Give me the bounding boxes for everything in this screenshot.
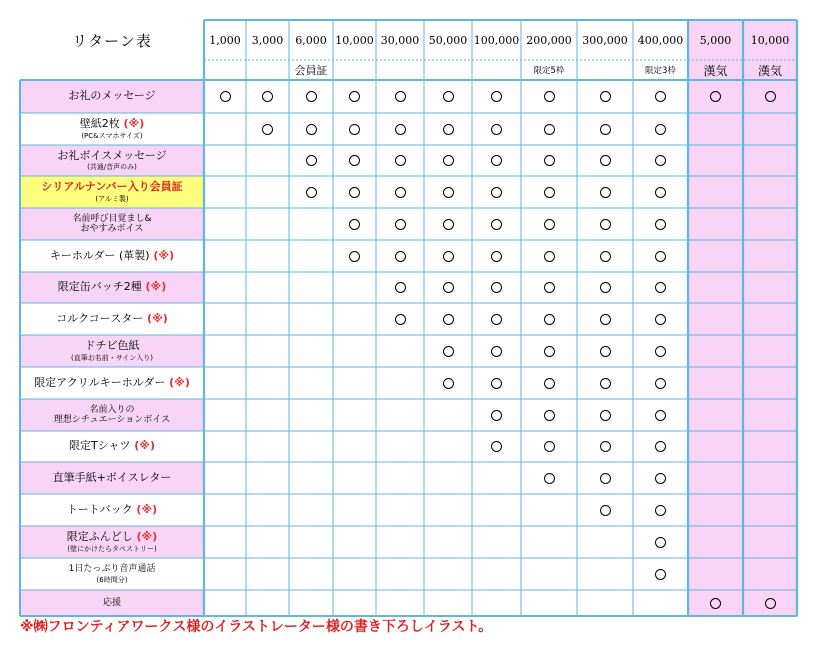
reward-label: [20, 462, 204, 494]
circle-icon: [491, 410, 502, 421]
circle-icon: [655, 346, 666, 357]
included-mark: [472, 303, 521, 335]
circle-icon: [443, 314, 454, 325]
price-header: 6,000: [295, 33, 327, 47]
circle-icon: [395, 219, 406, 230]
circle-icon: [655, 314, 666, 325]
reward-label: [20, 399, 204, 431]
circle-icon: [600, 378, 611, 389]
price-note: 限定3枠: [645, 66, 676, 76]
included-mark: [743, 590, 797, 616]
circle-icon: [491, 124, 502, 135]
circle-icon: [544, 314, 555, 325]
circle-icon: [600, 505, 611, 516]
reward-name-text: キーホルダー (革製): [49, 248, 150, 262]
price-header: 400,000: [637, 33, 684, 47]
reward-subtext: (共通/音声のみ): [87, 163, 137, 172]
reward-name: [103, 598, 121, 608]
included-mark: [289, 176, 333, 208]
circle-icon: [600, 346, 611, 357]
circle-icon: [544, 441, 555, 452]
reward-name: [67, 504, 157, 517]
price-note: 会員証: [294, 64, 328, 77]
reward-name: [68, 90, 155, 103]
included-mark: [376, 80, 424, 113]
reward-name-text: お礼ボイスメッセージ: [57, 148, 167, 162]
included-mark: [521, 145, 577, 176]
circle-icon: [655, 441, 666, 452]
reward-subtext: (直筆お名前・サイン入り): [71, 353, 153, 362]
circle-icon: [655, 505, 666, 516]
circle-icon: [544, 91, 555, 102]
circle-icon: [655, 378, 666, 389]
included-mark: [521, 399, 577, 431]
circle-icon: [655, 537, 666, 548]
circle-icon: [443, 282, 454, 293]
included-mark: [577, 240, 633, 272]
included-mark: [521, 367, 577, 399]
included-mark: [333, 113, 376, 145]
circle-icon: [349, 251, 360, 262]
circle-icon: [655, 91, 666, 102]
included-mark: [333, 240, 376, 272]
circle-icon: [655, 569, 666, 580]
included-mark: [633, 494, 688, 526]
included-mark: [472, 176, 521, 208]
included-mark: [521, 176, 577, 208]
circle-icon: [443, 124, 454, 135]
reward-subtext: (壁にかけたらタペストリー): [67, 544, 157, 553]
original-illustration-mark: (※): [132, 530, 158, 544]
original-illustration-mark: (※): [143, 311, 168, 325]
circle-icon: [491, 378, 502, 389]
reward-label: [20, 303, 204, 335]
price-note: [424, 60, 472, 80]
original-illustration-mark: (※): [149, 248, 175, 262]
price-note: 漢気: [757, 63, 782, 78]
circle-icon: [491, 314, 502, 325]
included-mark: [472, 272, 521, 303]
circle-icon: [600, 187, 611, 198]
reward-subtext: (6時間分): [96, 575, 128, 584]
included-mark: [521, 335, 577, 367]
reward-name-text: コルクコースター: [56, 311, 144, 325]
included-mark: [633, 176, 688, 208]
circle-icon: [395, 91, 406, 102]
reward-name-text: シリアルナンバー入り会員証: [41, 180, 183, 194]
reward-label: [20, 558, 204, 590]
circle-icon: [491, 219, 502, 230]
included-mark: [376, 240, 424, 272]
circle-icon: [349, 219, 360, 230]
circle-icon: [443, 346, 454, 357]
reward-label: [20, 208, 204, 240]
price-header: 3,000: [251, 33, 284, 47]
included-mark: [688, 80, 743, 113]
circle-icon: [306, 187, 317, 198]
circle-icon: [710, 598, 721, 609]
reward-name-text: 名前入りの: [89, 404, 135, 415]
price-header: 1,000: [209, 33, 241, 47]
included-mark: [521, 431, 577, 462]
circle-icon: [395, 282, 406, 293]
included-mark: [633, 303, 688, 335]
reward-subtext: (PC&スマホサイズ): [81, 131, 143, 140]
table-title: リターン表: [72, 31, 152, 50]
circle-icon: [395, 251, 406, 262]
included-mark: [376, 303, 424, 335]
included-mark: [577, 303, 633, 335]
circle-icon: [491, 282, 502, 293]
reward-name-line2: おやすみボイス: [80, 224, 144, 234]
circle-icon: [655, 473, 666, 484]
reward-name-text: 1日たっぷり音声通話: [68, 564, 156, 575]
included-mark: [633, 208, 688, 240]
circle-icon: [349, 91, 360, 102]
included-mark: [472, 399, 521, 431]
included-mark: [333, 208, 376, 240]
reward-name: [85, 340, 140, 353]
included-mark: [633, 367, 688, 399]
price-note: [246, 60, 289, 80]
included-mark: [246, 113, 289, 145]
reward-label: [20, 494, 204, 526]
included-mark: [633, 335, 688, 367]
included-mark: [577, 494, 633, 526]
price-header: 200,000: [526, 33, 572, 47]
circle-icon: [395, 187, 406, 198]
price-note: 漢気: [703, 63, 728, 78]
reward-name-text: 壁紙2枚: [79, 117, 120, 131]
reward-name-line2: 理想シチュエーションボイス: [53, 415, 171, 425]
reward-label: [20, 431, 204, 462]
included-mark: [472, 80, 521, 113]
included-mark: [521, 272, 577, 303]
reward-label: [20, 176, 204, 208]
included-mark: [246, 80, 289, 113]
reward-label: [20, 590, 204, 616]
included-mark: [688, 590, 743, 616]
included-mark: [633, 462, 688, 494]
circle-icon: [655, 187, 666, 198]
reward-name: [41, 181, 182, 194]
price-header: 300,000: [582, 33, 628, 47]
price-header: 30,000: [380, 33, 420, 47]
circle-icon: [544, 346, 555, 357]
reward-name-text: 限定缶バッチ2種: [57, 280, 142, 294]
included-mark: [333, 145, 376, 176]
reward-name: [56, 313, 168, 326]
included-mark: [577, 335, 633, 367]
circle-icon: [600, 282, 611, 293]
circle-icon: [655, 410, 666, 421]
circle-icon: [600, 314, 611, 325]
circle-icon: [544, 282, 555, 293]
reward-name: [58, 281, 167, 294]
included-mark: [633, 145, 688, 176]
reward-name-text: トートバック: [66, 502, 133, 516]
circle-icon: [443, 91, 454, 102]
circle-icon: [306, 155, 317, 166]
included-mark: [289, 145, 333, 176]
reward-name: [69, 440, 155, 453]
circle-icon: [395, 155, 406, 166]
included-mark: [424, 303, 472, 335]
included-mark: [333, 80, 376, 113]
circle-icon: [600, 155, 611, 166]
included-mark: [424, 367, 472, 399]
included-mark: [521, 208, 577, 240]
reward-name-text: 直筆手紙+ボイスレター: [52, 470, 172, 484]
circle-icon: [349, 124, 360, 135]
included-mark: [472, 367, 521, 399]
circle-icon: [600, 219, 611, 230]
reward-name-text: 応援: [102, 597, 121, 608]
circle-icon: [600, 124, 611, 135]
price-header: 10,000: [335, 33, 374, 47]
included-mark: [521, 80, 577, 113]
circle-icon: [349, 187, 360, 198]
circle-icon: [220, 91, 231, 102]
included-mark: [376, 208, 424, 240]
reward-name: [69, 564, 156, 574]
included-mark: [424, 176, 472, 208]
circle-icon: [306, 124, 317, 135]
included-mark: [376, 272, 424, 303]
reward-name-text: 名前呼び目覚まし&: [72, 213, 152, 224]
included-mark: [633, 80, 688, 113]
circle-icon: [262, 124, 273, 135]
circle-icon: [655, 282, 666, 293]
original-illustration-mark: (※): [132, 502, 158, 516]
included-mark: [633, 526, 688, 558]
reward-label: [20, 335, 204, 367]
circle-icon: [655, 251, 666, 262]
included-mark: [424, 113, 472, 145]
price-note: 限定5枠: [533, 66, 565, 76]
reward-label: [20, 526, 204, 558]
reward-name: [80, 118, 145, 131]
included-mark: [577, 113, 633, 145]
price-header: 100,000: [473, 33, 520, 47]
circle-icon: [443, 251, 454, 262]
included-mark: [472, 113, 521, 145]
original-illustration-mark: (※): [165, 375, 190, 389]
included-mark: [376, 113, 424, 145]
included-mark: [289, 113, 333, 145]
included-mark: [743, 80, 797, 113]
included-mark: [472, 208, 521, 240]
circle-icon: [544, 219, 555, 230]
reward-name: [67, 531, 158, 544]
reward-label: [20, 145, 204, 176]
price-note: [376, 60, 424, 80]
reward-name-text: ドチビ色紙: [84, 339, 140, 353]
included-mark: [472, 145, 521, 176]
circle-icon: [306, 91, 317, 102]
included-mark: [424, 208, 472, 240]
included-mark: [424, 272, 472, 303]
reward-name: [57, 150, 166, 163]
circle-icon: [710, 91, 721, 102]
included-mark: [424, 335, 472, 367]
included-mark: [289, 80, 333, 113]
price-note: [204, 60, 246, 80]
reward-name-text: 限定ふんどし: [66, 530, 133, 544]
included-mark: [521, 113, 577, 145]
circle-icon: [544, 473, 555, 484]
included-mark: [333, 176, 376, 208]
included-mark: [577, 431, 633, 462]
included-mark: [577, 176, 633, 208]
included-mark: [633, 240, 688, 272]
price-header: 50,000: [428, 33, 468, 47]
included-mark: [376, 176, 424, 208]
circle-icon: [544, 378, 555, 389]
included-mark: [577, 145, 633, 176]
circle-icon: [443, 187, 454, 198]
circle-icon: [395, 314, 406, 325]
reward-name-text: 限定アクリルキーホルダー: [34, 375, 166, 389]
circle-icon: [655, 155, 666, 166]
circle-icon: [655, 124, 666, 135]
included-mark: [521, 303, 577, 335]
reward-subtext: (アルミ製): [95, 194, 129, 203]
included-mark: [633, 431, 688, 462]
circle-icon: [491, 346, 502, 357]
footnote: ※㈱フロンティアワークス様のイラストレーター様の書き下ろしイラスト。: [20, 619, 493, 635]
reward-name: [50, 250, 174, 263]
circle-icon: [491, 187, 502, 198]
circle-icon: [765, 91, 776, 102]
reward-name: [89, 405, 134, 415]
reward-name: [53, 472, 172, 485]
included-mark: [424, 145, 472, 176]
included-mark: [204, 80, 246, 113]
included-mark: [633, 558, 688, 590]
reward-name-text: お礼のメッセージ: [68, 89, 156, 103]
included-mark: [472, 335, 521, 367]
circle-icon: [491, 91, 502, 102]
included-mark: [521, 462, 577, 494]
reward-name: [34, 377, 190, 390]
circle-icon: [655, 219, 666, 230]
circle-icon: [600, 91, 611, 102]
original-illustration-mark: (※): [119, 117, 145, 131]
included-mark: [376, 145, 424, 176]
price-note: [472, 60, 521, 80]
included-mark: [633, 399, 688, 431]
included-mark: [424, 240, 472, 272]
included-mark: [521, 240, 577, 272]
price-header: 5,000: [699, 33, 732, 47]
reward-name-text: 限定Tシャツ: [68, 439, 131, 453]
included-mark: [633, 113, 688, 145]
reward-label: [20, 80, 204, 113]
included-mark: [472, 240, 521, 272]
circle-icon: [600, 441, 611, 452]
circle-icon: [262, 91, 273, 102]
original-illustration-mark: (※): [141, 280, 167, 294]
circle-icon: [544, 251, 555, 262]
circle-icon: [443, 378, 454, 389]
price-note: [577, 60, 633, 80]
circle-icon: [765, 598, 776, 609]
included-mark: [633, 272, 688, 303]
circle-icon: [544, 124, 555, 135]
reward-label: [20, 113, 204, 145]
circle-icon: [544, 187, 555, 198]
circle-icon: [491, 441, 502, 452]
included-mark: [577, 80, 633, 113]
reward-label: [20, 367, 204, 399]
circle-icon: [491, 155, 502, 166]
included-mark: [424, 80, 472, 113]
circle-icon: [600, 410, 611, 421]
circle-icon: [544, 155, 555, 166]
circle-icon: [443, 219, 454, 230]
included-mark: [577, 462, 633, 494]
circle-icon: [349, 155, 360, 166]
circle-icon: [600, 251, 611, 262]
reward-label: [20, 272, 204, 303]
reward-label: [20, 240, 204, 272]
price-header: 10,000: [750, 33, 790, 47]
circle-icon: [395, 124, 406, 135]
reward-name: [72, 214, 151, 224]
price-note: [333, 60, 376, 80]
circle-icon: [544, 410, 555, 421]
original-illustration-mark: (※): [130, 439, 156, 453]
included-mark: [577, 272, 633, 303]
included-mark: [577, 367, 633, 399]
included-mark: [577, 208, 633, 240]
included-mark: [577, 399, 633, 431]
included-mark: [472, 431, 521, 462]
circle-icon: [600, 473, 611, 484]
circle-icon: [491, 251, 502, 262]
circle-icon: [443, 155, 454, 166]
